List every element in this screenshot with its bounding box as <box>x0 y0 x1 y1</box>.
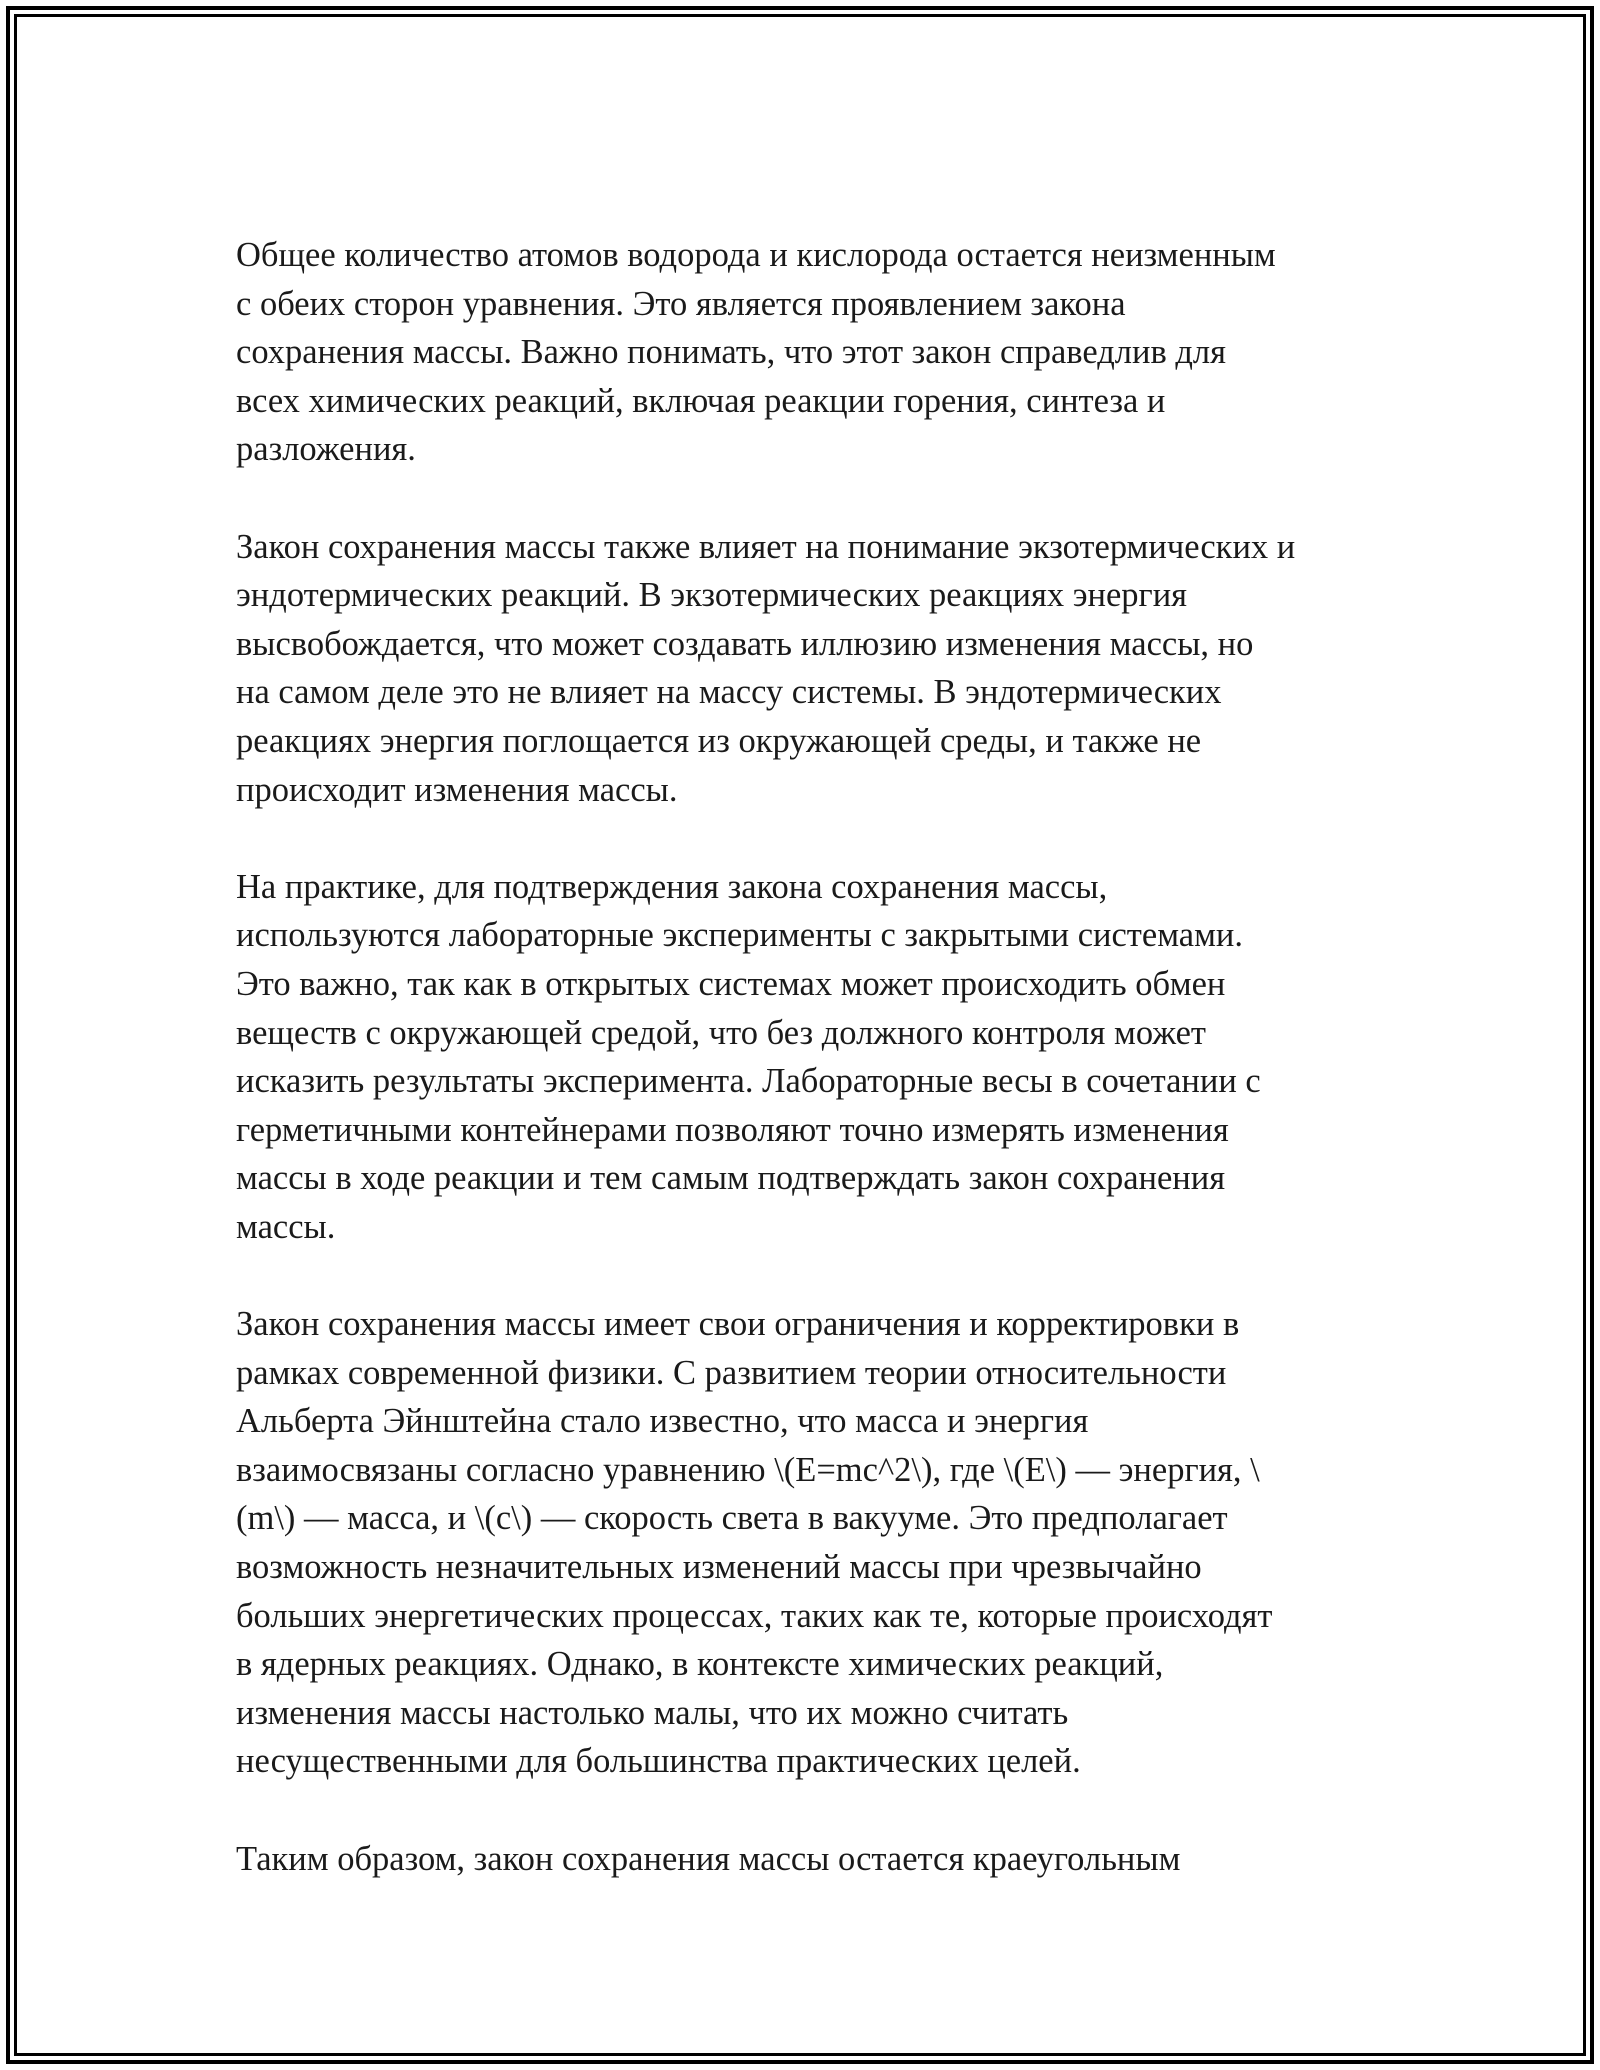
paragraph-exo-endothermic-reactions: Закон сохранения массы также влияет на понимание экзотермических и эндотермических реакций. В экзотермических реакциях энергия высвобождается, что может создавать иллюзию изменения массы, но на самом деле это не влияет на массу системы. В эндотермических реакциях энергия поглощается из окружающей среды, и также не происходит изменения массы. <box>236 527 1296 809</box>
document-body <box>236 231 1376 1932</box>
paragraph-conclusion: Таким образом, закон сохранения массы остается краеугольным <box>236 1839 1181 1878</box>
paragraph-mass-conservation-equation: Общее количество атомов водорода и кислорода остается неизменным с обеих сторон уравнения. Это является проявлением закона сохранения массы. Важно понимать, что этот закон справедлив для всех химических реакций, включая реакции горения, синтеза и разложения. <box>236 236 1276 469</box>
paragraph-laboratory-experiments: На практике, для подтверждения закона сохранения массы, используются лабораторные эксперименты с закрытыми системами. Это важно, так как в открытых системах может происходить обмен веществ с окружающей средой, что без должного контроля может исказить результаты эксперимента. Лабораторные весы в сочетании с герметичными контейнерами позволяют точно измерять изменения массы в ходе реакции и тем самым подтверждать закон сохранения массы. <box>236 867 1261 1246</box>
paragraph-relativity-limitations: Закон сохранения массы имеет свои ограничения и корректировки в рамках современной физики. С развитием теории относительности Альберта Эйнштейна стало известно, что масса и энергия взаимосвязаны согласно уравнению \(E=mc^2\), где \(E\) — энергия, \ (m\) — масса, и \(c\) — скорость света в вакууме. Это предполагает возможность незначительных изменений массы при чрезвычайно больших энергетических процессах, таких как те, которые происходят в ядерных реакциях. Однако, в контексте химических реакций, изменения массы настолько малы, что их можно считать несущественными для большинства практических целей. <box>236 1305 1273 1781</box>
